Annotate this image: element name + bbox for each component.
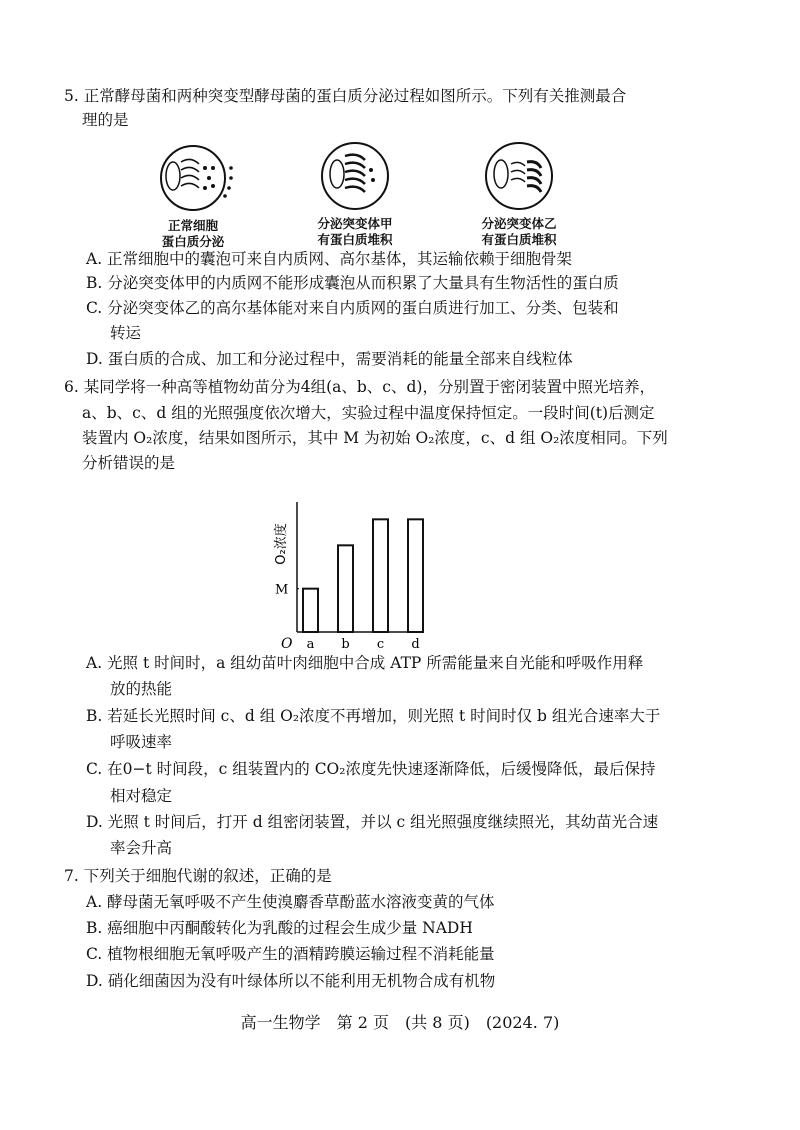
mutant-b-cell-icon [479,136,559,216]
bar-b [338,545,353,632]
q5-option-a: A. 正常细胞中的囊泡可来自内质网、高尔基体，其运输依赖于细胞骨架 [86,250,573,268]
m-label: M [275,582,289,598]
normal-cell-icon [153,138,233,218]
q6-option-d: D. 光照 t 时间后，打开 d 组密闭装置，并以 c 组光照强度继续照光，其幼苗光合速 [86,813,659,831]
q5-stem-line-2: 理的是 [82,111,129,129]
q7-stem: 7. 下列关于细胞代谢的叙述，正确的是 [64,867,332,885]
cell-diagram-mutant-a [300,136,410,248]
cell-caption-1: 正常细胞 [167,218,218,233]
q6-option-c: C. 在0−t 时间段，c 组装置内的 CO₂浓度先快速逐渐降低，后缓慢降低，最后保持 [86,760,656,778]
cell-caption-2: 蛋白质分泌 [161,234,225,249]
q7-option-c: C. 植物根细胞无氧呼吸产生的酒精跨膜运输过程不消耗能量 [86,945,495,963]
o2-chart-svg [265,494,425,654]
x-tick-label-b: b [341,637,350,652]
origin-label: O [281,636,293,652]
q6-stem-line-1: 6. 某同学将一种高等植物幼苗分为4组(a、b、c、d)，分别置于密闭装置中照光培养， [64,378,655,396]
q7-option-a: A. 酵母菌无氧呼吸不产生使溴麝香草酚蓝水溶液变黄的气体 [86,893,495,911]
page-footer: 高一生物学 第 2 页 (共 8 页) (2024. 7) [240,1013,560,1032]
q6-option-a-cont: 放的热能 [110,680,173,698]
q6-option-a: A. 光照 t 时间时，a 组幼苗叶肉细胞中合成 ATP 所需能量来自光能和呼吸作用释 [86,654,644,672]
bar-c [373,519,388,632]
o2-bar-chart [265,494,425,654]
q5-stem-line-1: 5. 正常酵母菌和两种突变型酵母菌的蛋白质分泌过程如图所示。下列有关推测最合 [64,87,627,105]
x-tick-label-d: d [411,637,420,652]
cell-diagram-mutant-b [464,136,574,248]
cell-caption-1: 分泌突变体乙 [481,216,557,231]
q6-option-c-cont: 相对稳定 [110,787,173,805]
mutant-a-cell-icon [315,136,395,216]
q6-stem-line-3: 装置内 O₂浓度，结果如图所示，其中 M 为初始 O₂浓度，c、d 组 O₂浓度相同。下列 [82,429,668,447]
cell-caption-2: 有蛋白质堆积 [317,232,393,247]
y-axis-label: O₂浓度 [274,523,289,565]
q6-option-b-cont: 呼吸速率 [110,733,173,751]
cell-caption-1: 分泌突变体甲 [317,216,393,231]
q5-option-c: C. 分泌突变体乙的高尔基体能对来自内质网的蛋白质进行加工、分类、包装和 [86,299,619,317]
bar-a [303,589,318,632]
cell-caption-2: 有蛋白质堆积 [481,232,557,247]
q6-option-b: B. 若延长光照时间 c、d 组 O₂浓度不再增加，则光照 t 时间时仅 b 组光合速率大于 [86,707,661,725]
q6-stem-line-2: a、b、c、d 组的光照强度依次增大，实验过程中温度保持恒定。一段时间(t)后测定 [82,404,655,422]
q7-option-b: B. 癌细胞中丙酮酸转化为乳酸的过程会生成少量 NADH [86,919,473,937]
q5-option-b: B. 分泌突变体甲的内质网不能形成囊泡从而积累了大量具有生物活性的蛋白质 [86,274,619,292]
bar-d [408,519,423,632]
q6-option-d-cont: 率会升高 [110,839,173,857]
q5-option-c-cont: 转运 [110,324,142,342]
q7-option-d: D. 硝化细菌因为没有叶绿体所以不能利用无机物合成有机物 [86,972,496,990]
q5-option-d: D. 蛋白质的合成、加工和分泌过程中，需要消耗的能量全部来自线粒体 [86,350,573,368]
x-tick-label-a: a [306,637,315,652]
cell-diagram-normal [148,138,238,250]
q6-stem-line-4: 分析错误的是 [82,454,176,472]
x-tick-label-c: c [376,637,385,652]
